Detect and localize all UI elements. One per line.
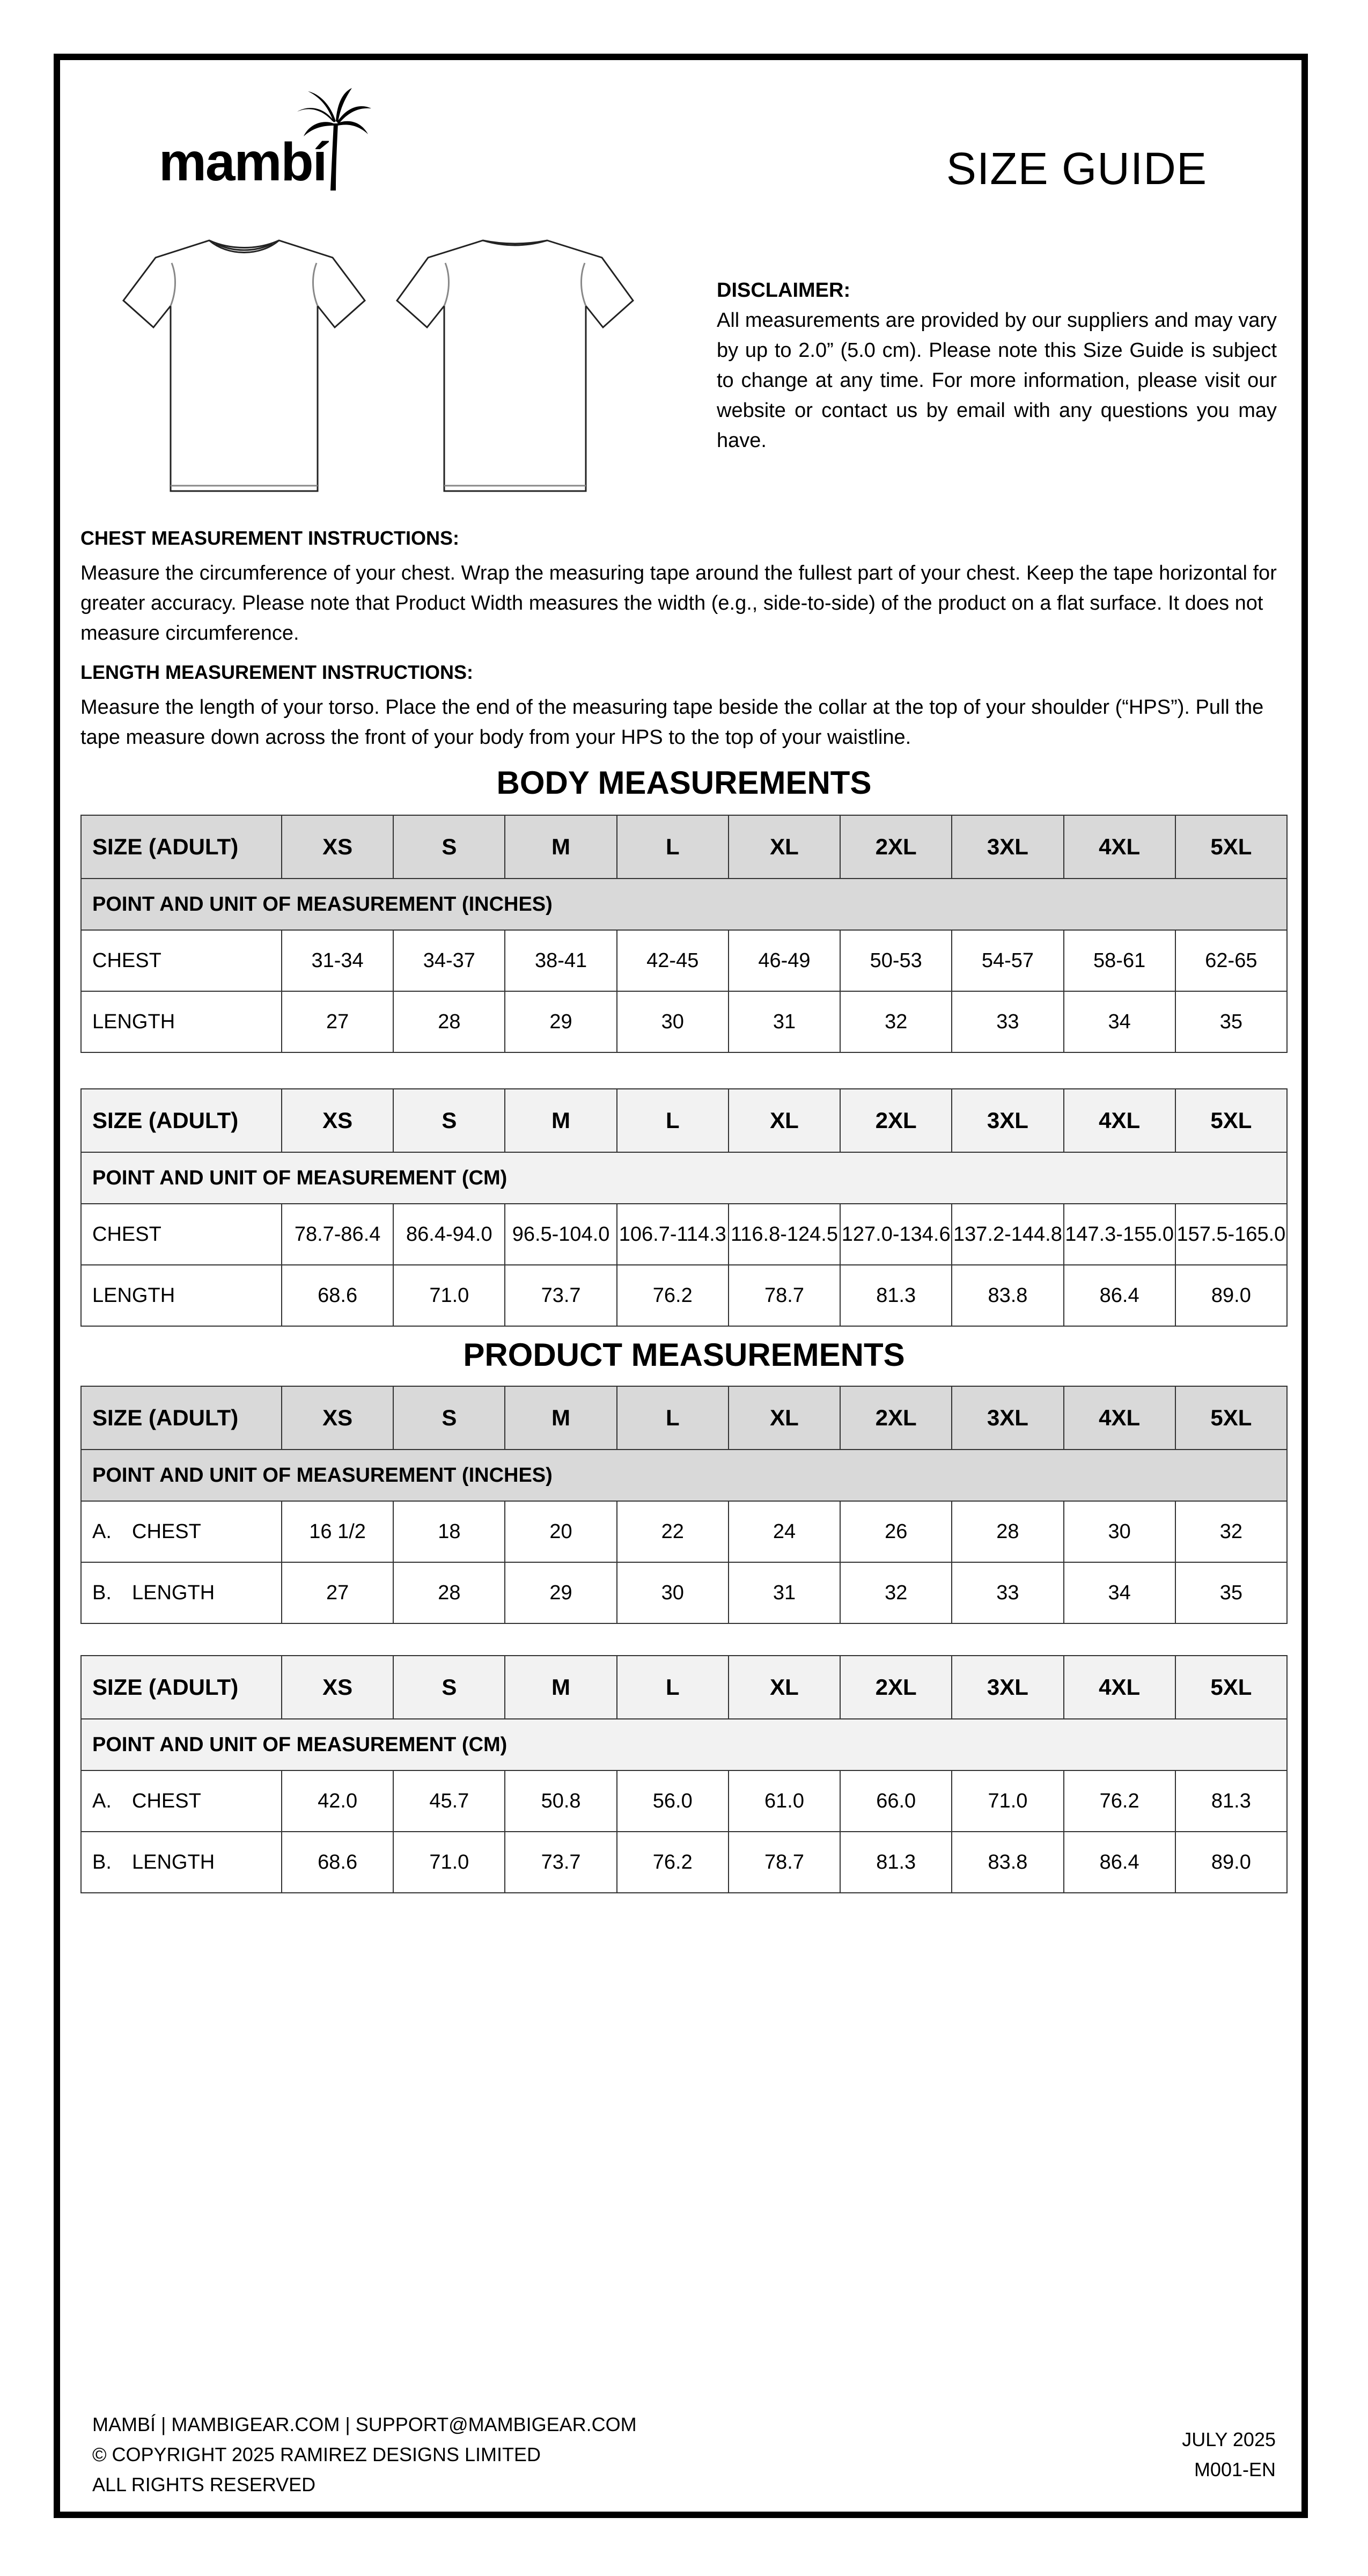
table-cell: 66.0 [840,1770,952,1832]
table-cell: 20 [505,1501,616,1562]
size-header-cell: L [617,1089,729,1152]
row-label [81,991,282,1052]
disclaimer-body: All measurements are provided by our suppliers and may vary by up to 2.0” (5.0 cm). Please note this Size Guide is subject to change at any time. For more information, please visit our website or contact us by email with any questions you may have. [717,309,1277,452]
table-cell: 30 [1064,1501,1175,1562]
size-header-cell: 4XL [1064,1386,1175,1450]
size-header-cell: M [505,815,616,879]
size-header-label: SIZE (ADULT) [81,1656,282,1719]
row-label-text: LENGTH [92,1284,175,1307]
row-label-text: CHEST [132,1520,201,1543]
size-header-cell: L [617,815,729,879]
size-header-cell: 4XL [1064,1089,1175,1152]
body-cm-table [80,1088,1288,1327]
size-header-cell: 2XL [840,1386,952,1450]
size-header-label: SIZE (ADULT) [81,1089,282,1152]
row-label-text: CHEST [92,1223,161,1246]
size-header-cell: 4XL [1064,815,1175,879]
tshirt-illustration [97,225,665,504]
size-header-row [81,815,1287,879]
size-header-cell: 4XL [1064,1656,1175,1719]
table-row [81,1562,1287,1623]
unit-row [81,1719,1287,1770]
table-cell: 157.5-165.0 [1175,1204,1287,1265]
unit-label: POINT AND UNIT OF MEASUREMENT (CM) [81,1152,1287,1204]
length-instructions-body: Measure the length of your torso. Place the end of the measuring tape beside the collar at the top of your shoulder (“HPS”). Pull the tape measure down across the front of your body from your HPS to the top of your waistline. [80,696,1264,749]
table-cell: 81.3 [1175,1770,1287,1832]
table-cell: 54-57 [952,930,1063,991]
table-cell: 76.2 [1064,1770,1175,1832]
row-label-text: LENGTH [132,1582,215,1604]
table-cell: 35 [1175,1562,1287,1623]
size-header-cell: S [393,1656,505,1719]
table-cell: 33 [952,1562,1063,1623]
logo-wordmark: mambí [159,132,327,192]
table-cell: 46-49 [729,930,840,991]
table-cell: 137.2-144.8 [952,1204,1063,1265]
brand-logo [159,86,384,193]
unit-label: POINT AND UNIT OF MEASUREMENT (CM) [81,1719,1287,1770]
table-cell: 28 [393,991,505,1052]
table-cell: 34-37 [393,930,505,991]
size-header-cell: XL [729,1386,840,1450]
row-label [81,1562,282,1623]
table-cell: 73.7 [505,1265,616,1326]
row-label [81,930,282,991]
row-label [81,1265,282,1326]
unit-label: POINT AND UNIT OF MEASUREMENT (INCHES) [81,1450,1287,1501]
table-cell: 16 1/2 [282,1501,393,1562]
table-cell: 56.0 [617,1770,729,1832]
table-cell: 29 [505,991,616,1052]
table-cell: 42.0 [282,1770,393,1832]
unit-label: POINT AND UNIT OF MEASUREMENT (INCHES) [81,879,1287,930]
footer-rights: ALL RIGHTS RESERVED [92,2473,316,2496]
table-cell: 86.4 [1064,1832,1175,1893]
table-cell: 27 [282,991,393,1052]
footer-left [92,2410,637,2500]
size-header-label: SIZE (ADULT) [81,815,282,879]
table-cell: 89.0 [1175,1265,1287,1326]
table-cell: 61.0 [729,1770,840,1832]
tshirt-back-icon [397,240,633,491]
table-cell: 45.7 [393,1770,505,1832]
size-header-cell: XS [282,1656,393,1719]
chest-instructions-title: CHEST MEASUREMENT INSTRUCTIONS: [80,527,460,549]
size-header-cell: 2XL [840,815,952,879]
size-header-cell: S [393,1386,505,1450]
table-cell: 28 [952,1501,1063,1562]
table-cell: 30 [617,991,729,1052]
length-instructions-title: LENGTH MEASUREMENT INSTRUCTIONS: [80,661,473,683]
unit-row [81,1152,1287,1204]
table-cell: 127.0-134.6 [840,1204,952,1265]
table-cell: 147.3-155.0 [1064,1204,1175,1265]
size-header-cell: XS [282,1089,393,1152]
size-header-cell: 3XL [952,1089,1063,1152]
product-inches-table [80,1386,1288,1624]
table-row [81,930,1287,991]
table-cell: 76.2 [617,1832,729,1893]
table-cell: 83.8 [952,1265,1063,1326]
table-cell: 28 [393,1562,505,1623]
table-cell: 27 [282,1562,393,1623]
table-cell: 78.7 [729,1265,840,1326]
table-cell: 86.4 [1064,1265,1175,1326]
footer-code: M001-EN [1194,2458,1276,2480]
table-cell: 96.5-104.0 [505,1204,616,1265]
table-row [81,1204,1287,1265]
footer-contact: MAMBÍ | MAMBIGEAR.COM | SUPPORT@MAMBIGEAR.COM [92,2413,637,2435]
size-header-cell: L [617,1656,729,1719]
size-header-cell: XL [729,1089,840,1152]
table-cell: 71.0 [393,1265,505,1326]
table-cell: 22 [617,1501,729,1562]
table-cell: 71.0 [393,1832,505,1893]
table-row [81,991,1287,1052]
table-cell: 18 [393,1501,505,1562]
table-cell: 71.0 [952,1770,1063,1832]
page-title: SIZE GUIDE [946,143,1207,194]
table-cell: 32 [1175,1501,1287,1562]
point-marker: A. [92,1790,112,1812]
size-header-cell: XL [729,1656,840,1719]
row-label-text: LENGTH [92,1011,175,1033]
body-inches-table [80,815,1288,1053]
table-row [81,1770,1287,1832]
size-header-cell: 2XL [840,1089,952,1152]
tshirt-front-icon [123,240,365,491]
table-cell: 76.2 [617,1265,729,1326]
size-header-cell: M [505,1386,616,1450]
size-header-cell: 5XL [1175,815,1287,879]
table-cell: 34 [1064,1562,1175,1623]
table-cell: 68.6 [282,1265,393,1326]
row-label [81,1501,282,1562]
table-cell: 106.7-114.3 [617,1204,729,1265]
table-cell: 68.6 [282,1832,393,1893]
table-cell: 81.3 [840,1265,952,1326]
table-row [81,1265,1287,1326]
row-label-text: CHEST [132,1790,201,1812]
row-label-text: LENGTH [132,1851,215,1874]
chest-instructions [80,527,1288,648]
table-cell: 34 [1064,991,1175,1052]
footer-copyright: © COPYRIGHT 2025 RAMIREZ DESIGNS LIMITED [92,2443,541,2465]
table-cell: 89.0 [1175,1832,1287,1893]
unit-row [81,879,1287,930]
table-cell: 62-65 [1175,930,1287,991]
size-header-cell: XL [729,815,840,879]
row-label [81,1770,282,1832]
unit-row [81,1450,1287,1501]
table-cell: 30 [617,1562,729,1623]
size-header-cell: L [617,1386,729,1450]
point-marker: B. [92,1582,112,1604]
table-cell: 31-34 [282,930,393,991]
point-marker: B. [92,1851,112,1874]
size-header-cell: S [393,1089,505,1152]
size-header-cell: 3XL [952,1656,1063,1719]
table-cell: 24 [729,1501,840,1562]
size-header-cell: S [393,815,505,879]
size-header-cell: 5XL [1175,1656,1287,1719]
table-cell: 31 [729,1562,840,1623]
table-row [81,1501,1287,1562]
table-cell: 42-45 [617,930,729,991]
table-cell: 32 [840,1562,952,1623]
size-header-cell: M [505,1656,616,1719]
table-cell: 86.4-94.0 [393,1204,505,1265]
size-header-cell: 5XL [1175,1386,1287,1450]
table-cell: 31 [729,991,840,1052]
size-header-cell: XS [282,815,393,879]
table-cell: 38-41 [505,930,616,991]
size-header-cell: XS [282,1386,393,1450]
size-header-cell: 5XL [1175,1089,1287,1152]
table-cell: 58-61 [1064,930,1175,991]
table-cell: 73.7 [505,1832,616,1893]
footer-right [1182,2425,1276,2485]
table-cell: 78.7-86.4 [282,1204,393,1265]
table-cell: 29 [505,1562,616,1623]
row-label [81,1204,282,1265]
disclaimer-title: DISCLAIMER: [717,279,851,302]
size-header-cell: 3XL [952,1386,1063,1450]
table-cell: 81.3 [840,1832,952,1893]
size-header-label: SIZE (ADULT) [81,1386,282,1450]
palm-tree-icon [293,86,373,193]
product-cm-table [80,1655,1288,1893]
table-cell: 33 [952,991,1063,1052]
point-marker: A. [92,1520,112,1543]
chest-instructions-body: Measure the circumference of your chest. Wrap the measuring tape around the fullest part of your chest. Keep the tape horizontal for greater accuracy. Please note that Product Width measures the width (e.g., side-to-side) of the product on a flat surface. It does not measure circumference. [80,562,1277,645]
row-label [81,1832,282,1893]
table-cell: 26 [840,1501,952,1562]
row-label-text: CHEST [92,949,161,972]
disclaimer [717,279,1277,456]
table-cell: 32 [840,991,952,1052]
footer-date: JULY 2025 [1182,2428,1276,2450]
table-cell: 78.7 [729,1832,840,1893]
size-header-cell: 3XL [952,815,1063,879]
product-measurements-title: PRODUCT MEASUREMENTS [463,1337,905,1373]
table-row [81,1832,1287,1893]
size-header-cell: M [505,1089,616,1152]
table-cell: 83.8 [952,1832,1063,1893]
size-header-row [81,1386,1287,1450]
size-header-row [81,1656,1287,1719]
table-cell: 116.8-124.5 [729,1204,840,1265]
size-header-cell: 2XL [840,1656,952,1719]
size-header-row [81,1089,1287,1152]
body-measurements-title: BODY MEASUREMENTS [496,765,872,801]
table-cell: 35 [1175,991,1287,1052]
table-cell: 50.8 [505,1770,616,1832]
table-cell: 50-53 [840,930,952,991]
length-instructions [80,661,1288,752]
